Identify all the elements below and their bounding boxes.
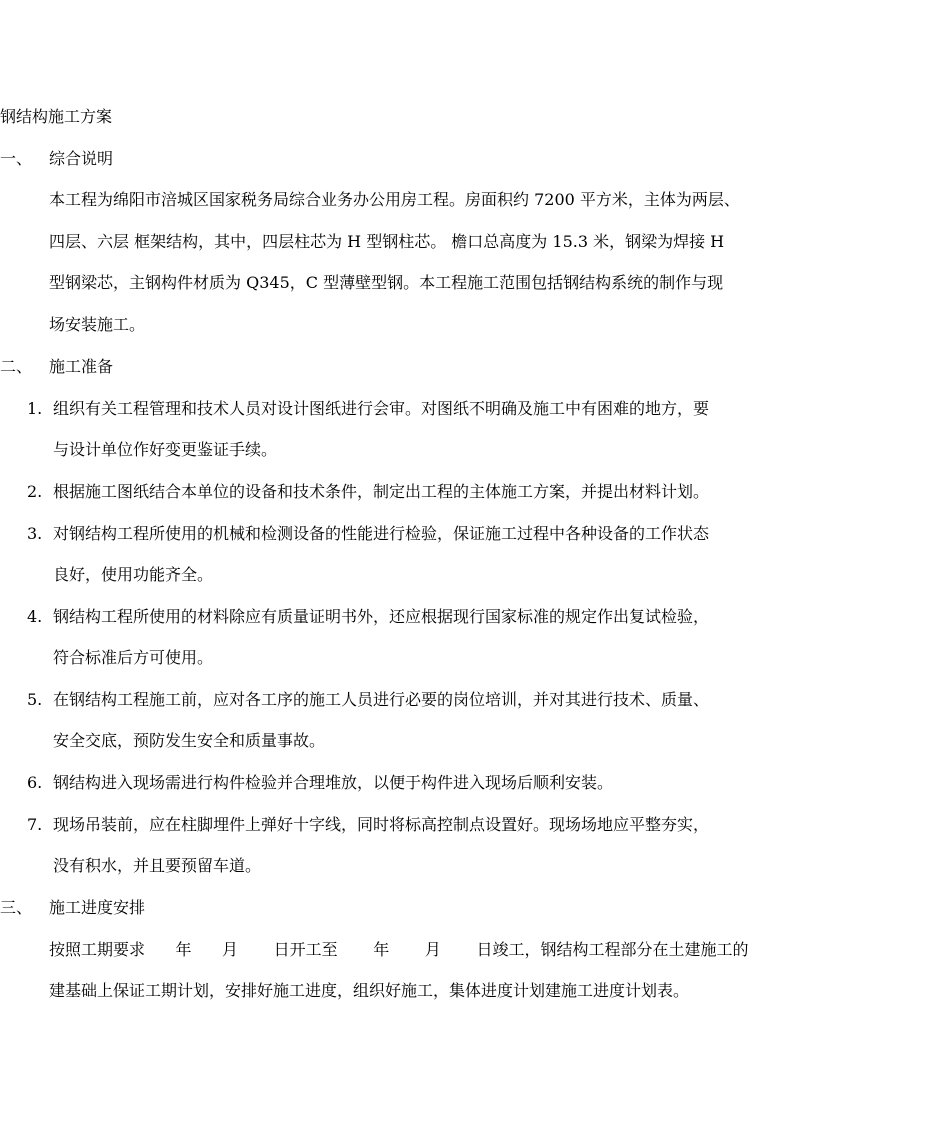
section-2-heading: 施工准备 [49,357,114,376]
list-item-text: 良好，使用功能齐全。 [53,565,214,584]
section-1-marker: 一、 [0,149,33,168]
section-1-paragraph-line: 四层、六层 框架结构，其中，四层柱芯为 H 型钢柱芯。 檐口总高度为 15.3 米，钢梁为焊接 H [49,232,725,251]
list-item-number: 2. [27,482,43,501]
list-item-number: 4. [27,607,43,626]
list-item-text: 组织有关工程管理和技术人员对设计图纸进行会审。对图纸不明确及施工中有困难的地方，要 [53,399,710,418]
section-1-paragraph-line: 本工程为绵阳市涪城区国家税务局综合业务办公用房工程。房面积约 7200 平方米，主体为两层、 [49,190,740,209]
list-item-number: 3. [27,524,43,543]
list-item-text: 安全交底，预防发生安全和质量事故。 [53,731,326,750]
list-item-number: 1. [27,399,43,418]
section-1-heading: 综合说明 [49,149,114,168]
section-3-paragraph-line: 建基础上保证工期计划，安排好施工进度，组织好施工，集体进度计划建施工进度计划表。 [49,981,690,1000]
section-3-heading: 施工进度安排 [49,898,146,917]
list-item-text: 符合标准后方可使用。 [53,648,214,667]
list-item-text: 现场吊装前，应在柱脚埋件上弹好十字线，同时将标高控制点设置好。现场场地应平整夯实， [53,815,710,834]
list-item-text: 钢结构工程所使用的材料除应有质量证明书外，还应根据现行国家标准的规定作出复试检验， [53,607,710,626]
section-3-marker: 三、 [0,898,33,917]
list-item-text: 钢结构进入现场需进行构件检验并合理堆放，以便于构件进入现场后顺利安装。 [53,773,614,792]
list-item-text: 根据施工图纸结合本单位的设备和技术条件，制定出工程的主体施工方案，并提出材料计划。 [53,482,710,501]
section-3-paragraph-line: 按照工期要求 年 月 日开工至 年 月 日竣工，钢结构工程部分在土建施工的 [49,940,749,959]
section-2-marker: 二、 [0,357,33,376]
list-item-number: 5. [27,690,43,709]
list-item-number: 6. [27,773,43,792]
list-item-number: 7. [27,815,43,834]
list-item-text: 对钢结构工程所使用的机械和检测设备的性能进行检验，保证施工过程中各种设备的工作状态 [53,524,710,543]
section-1-paragraph-line: 型钢梁芯，主钢构件材质为 Q345，C 型薄壁型钢。本工程施工范围包括钢结构系统的制作与现 [49,273,724,292]
list-item-text: 在钢结构工程施工前，应对各工序的施工人员进行必要的岗位培训，并对其进行技术、质量、 [53,690,710,709]
list-item-text: 与设计单位作好变更鉴证手续。 [53,440,278,459]
document-title: 钢结构施工方案 [0,107,113,126]
list-item-text: 没有积水，并且要预留车道。 [53,856,262,875]
section-1-paragraph-line: 场安装施工。 [49,315,146,334]
